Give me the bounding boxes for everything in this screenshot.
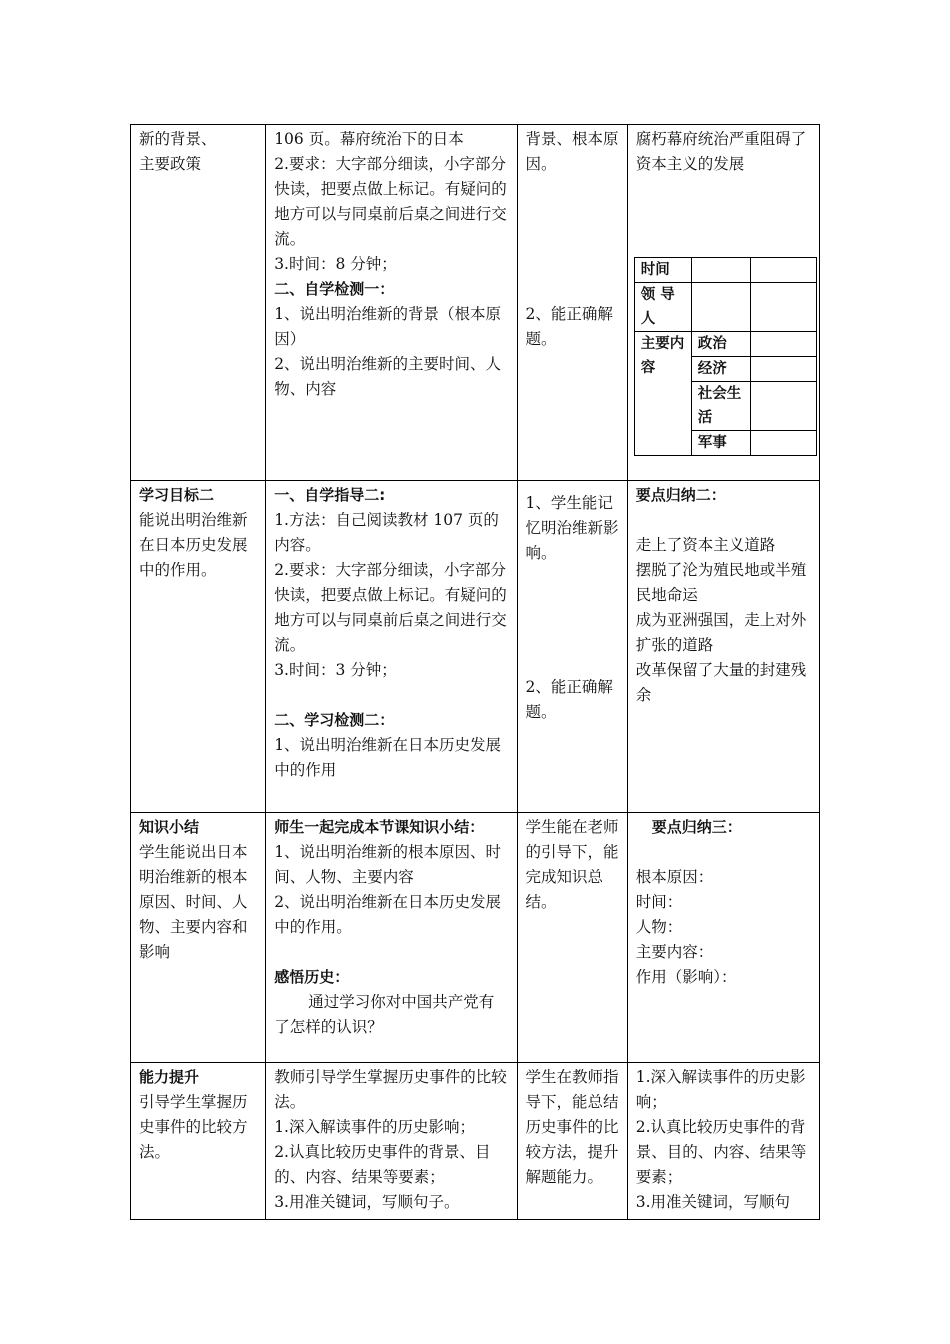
cell-text: 学生能说出日本明治维新的根本原因、时间、人物、主要内容和影响 <box>139 843 248 961</box>
cell-text: 106 页。幕府统治下的日本 <box>274 130 464 148</box>
cell-text: 1.深入解读事件的历史影响； <box>635 1068 806 1111</box>
cell-text: 摆脱了沦为殖民地或半殖民地命运 <box>635 561 807 604</box>
blank-cell <box>750 382 816 431</box>
cell-text: 学生在教师指导下，能总结历史事件的比较方法，提升解题能力。 <box>525 1068 619 1186</box>
section-heading: 二、自学检测一： <box>274 280 395 298</box>
cell-text: 走上了资本主义道路 <box>635 536 776 554</box>
table-row <box>131 125 820 481</box>
section-heading: 师生一起完成本节课知识小结： <box>274 818 485 836</box>
cell-text: 2.要求：大字部分细读，小字部分快读，把要点做上标记。有疑问的地方可以与同桌前后桌之间进行交流。 <box>274 155 507 248</box>
cell-text: 2.认真比较历史事件的背景、目的、内容、结果等要素； <box>274 1143 491 1186</box>
table-row <box>131 481 820 813</box>
objective-cell <box>131 813 266 1063</box>
cell-text: 成为亚洲强国，走上对外扩张的道路 <box>635 611 807 654</box>
cell-text: 人物： <box>635 918 683 936</box>
summary-cell <box>627 481 819 813</box>
cell-text: 2、能正确解题。 <box>525 305 613 348</box>
meiji-reform-summary-table <box>634 257 817 456</box>
summary-cell <box>627 1063 819 1220</box>
blank-cell <box>750 357 816 382</box>
section-heading: 感悟历史： <box>274 968 350 986</box>
blank-cell <box>691 283 750 332</box>
cell-text: 背景、根本原因。 <box>525 130 619 173</box>
table-row <box>131 1063 820 1220</box>
cell-text: 主要内容： <box>635 943 714 961</box>
cell-text: 3.时间：3 分钟； <box>274 661 397 679</box>
summary-cell <box>627 813 819 1063</box>
summary-title: 要点归纳二： <box>635 486 726 504</box>
blank-cell <box>691 258 750 283</box>
blank-cell <box>750 332 816 357</box>
student-activity-cell <box>517 125 627 481</box>
time-label: 时间 <box>634 258 691 283</box>
objective-title: 知识小结 <box>139 818 200 836</box>
objective-title: 能力提升 <box>139 1068 200 1086</box>
cell-text: 3.时间：8 分钟； <box>274 255 397 273</box>
objective-title: 学习目标二 <box>139 486 215 504</box>
summary-cell <box>627 125 819 481</box>
cell-text: 根本原因： <box>635 868 714 886</box>
student-activity-cell <box>517 1063 627 1220</box>
military-label: 军事 <box>691 431 750 456</box>
cell-text: 3.用准关键词，写顺句子。 <box>274 1193 460 1211</box>
cell-text: 作用（影响）： <box>635 968 737 986</box>
cell-text: 1、说出明治维新的背景（根本原因） <box>274 305 502 348</box>
summary-title: 要点归纳三： <box>651 818 742 836</box>
cell-text: 2.要求：大字部分细读，小字部分快读，把要点做上标记。有疑问的地方可以与同桌前后桌之间进行交流。 <box>274 561 507 654</box>
cell-text: 主要政策 <box>139 155 202 173</box>
politics-label: 政治 <box>691 332 750 357</box>
lesson-plan-table <box>130 124 820 1220</box>
society-label: 社会生活 <box>691 382 750 431</box>
cell-text: 1.方法：自己阅读教材 107 页的内容。 <box>274 511 499 554</box>
cell-text: 1、说出明治维新的根本原因、时间、人物、主要内容 <box>274 843 502 886</box>
leader-label: 领 导 人 <box>634 283 691 332</box>
cell-text: 2、说出明治维新的主要时间、人物、内容 <box>274 355 502 398</box>
cell-text: 学生能在老师的引导下，能完成知识总结。 <box>525 818 619 911</box>
guidance-cell <box>266 481 517 813</box>
blank-cell <box>750 431 816 456</box>
blank-cell <box>750 258 816 283</box>
cell-text: 1、说出明治维新在日本历史发展中的作用 <box>274 736 502 779</box>
student-activity-cell <box>517 481 627 813</box>
cell-text: 引导学生掌握历史事件的比较方法。 <box>139 1093 248 1161</box>
blank-cell <box>750 283 816 332</box>
section-heading: 一、自学指导二: <box>274 486 386 504</box>
objective-cell <box>131 481 266 813</box>
objective-cell <box>131 125 266 481</box>
guidance-cell <box>266 1063 517 1220</box>
cell-text: 时间： <box>635 893 683 911</box>
cell-text: 1、学生能记忆明治维新影响。 <box>525 494 619 562</box>
main-content-label: 主要内容 <box>634 332 691 456</box>
student-activity-cell <box>517 813 627 1063</box>
section-heading: 二、学习检测二： <box>274 711 395 729</box>
cell-text: 通过学习你对中国共产党有了怎样的认识？ <box>274 993 495 1036</box>
cell-text: 改革保留了大量的封建残余 <box>635 661 807 704</box>
cell-text: 腐朽幕府统治严重阻碍了资本主义的发展 <box>635 130 807 173</box>
cell-text: 1.深入解读事件的历史影响； <box>274 1118 475 1136</box>
cell-text: 2、说出明治维新在日本历史发展中的作用。 <box>274 893 502 936</box>
cell-text: 教师引导学生掌握历史事件的比较法。 <box>274 1068 507 1111</box>
cell-text: 2、能正确解题。 <box>525 678 613 721</box>
objective-cell <box>131 1063 266 1220</box>
guidance-cell <box>266 813 517 1063</box>
guidance-cell <box>266 125 517 481</box>
cell-text: 3.用准关键词，写顺句 <box>635 1193 790 1211</box>
cell-text: 能说出明治维新在日本历史发展中的作用。 <box>139 511 248 579</box>
economy-label: 经济 <box>691 357 750 382</box>
cell-text: 2.认真比较历史事件的背景、目的、内容、结果等要素； <box>635 1118 807 1186</box>
cell-text: 新的背景、 <box>139 130 217 148</box>
table-row <box>131 813 820 1063</box>
